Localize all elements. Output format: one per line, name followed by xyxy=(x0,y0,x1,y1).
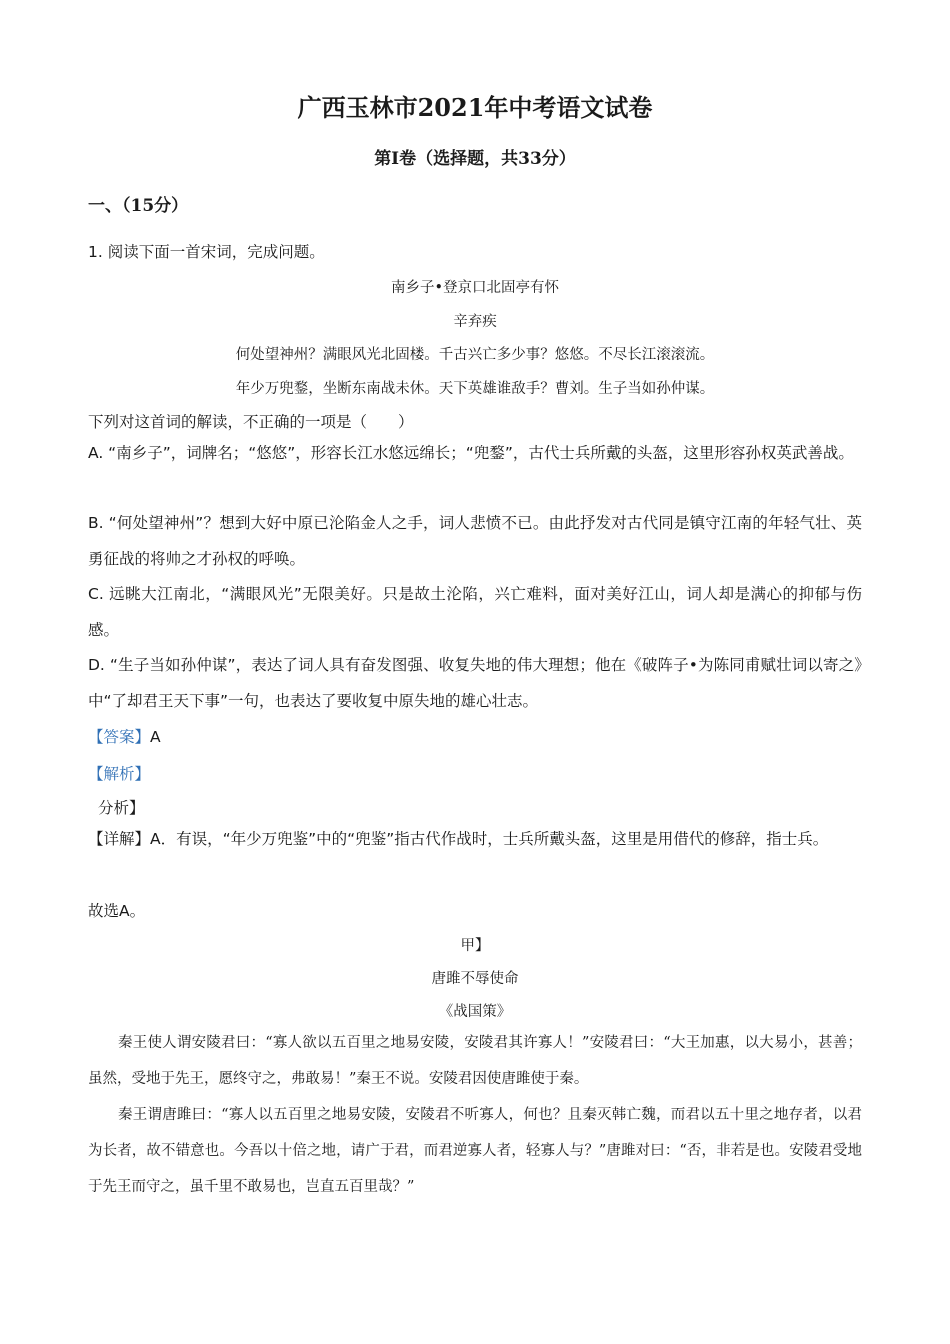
option-c: C. 远眺大江南北，“满眼风光”无限美好。只是故土沦陷，兴亡难料，面对美好江山，词人却是满心的抑郁与伤感。 xyxy=(88,585,862,639)
poem-line-2: 年少万兜鍪，坐断东南战未休。天下英雄谁敌手？曹刘。生子当如孙仲谋。 xyxy=(235,381,715,397)
option-d: D. “生子当如孙仲谋”，表达了词人具有奋发图强、收复失地的伟大理想；他在《破阵子•为陈同甫赋壮词以寄之》中“了却君王天下事”一句，也表达了要收复中原失地的雄心壮志。 xyxy=(88,656,862,710)
passage-source: 《战国策》 xyxy=(438,1004,512,1020)
passage-paragraph-2: 秦王谓唐雎曰：“寡人以五百里之地易安陵，安陵君不听寡人，何也？且秦灭韩亡魏，而君以五十里之地存者，以君为长者，故不错意也。今吾以十倍之地，请广于君，而君逆寡人者，轻寡人与？”唐雎对曰：“否，非若是也。安陵君受地于先王而守之，虽千里不敢易也，岂直五百里哉？” xyxy=(88,1107,862,1195)
detail-explanation: 【详解】A．有误，“年少万兜鉴”中的“兜鉴”指古代作战时，士兵所戴头盔，这里是用借代的修辞，指士兵。 xyxy=(88,830,829,848)
paper-subtitle: 第I卷（选择题，共33分） xyxy=(374,149,576,169)
section-heading: 一、（15分） xyxy=(88,196,189,216)
poem-line-1: 何处望神州？满眼风光北固楼。千古兴亡多少事？悠悠。不尽长江滚滚流。 xyxy=(235,347,715,363)
answer-tag: 【答案】 xyxy=(88,728,151,746)
analysis-sub: 分析】 xyxy=(98,799,145,817)
option-a: A. “南乡子”，词牌名；“悠悠”，形容长江水悠远绵长；“兜鍪”，古代士兵所戴的头盔，这里形容孙权英武善战。 xyxy=(88,444,854,462)
question-prompt: 1. 阅读下面一首宋词，完成问题。 xyxy=(88,243,325,261)
passage-marker: 甲】 xyxy=(460,938,490,954)
conclusion: 故选A。 xyxy=(88,902,146,920)
answer-value: A xyxy=(150,728,161,746)
exam-title: 广西玉林市2021年中考语文试卷 xyxy=(297,93,653,122)
answer-line xyxy=(88,725,161,747)
passage-title: 唐雎不辱使命 xyxy=(431,971,519,987)
analysis-tag: 【解析】 xyxy=(88,765,151,783)
option-b: B. “何处望神州”？想到大好中原已沦陷金人之手，词人悲愤不已。由此抒发对古代同是镇守江南的年轻气壮、英勇征战的将帅之才孙权的呼唤。 xyxy=(88,514,862,568)
poem-author: 辛弃疾 xyxy=(453,314,497,330)
passage-paragraph-1: 秦王使人谓安陵君曰：“寡人欲以五百里之地易安陵，安陵君其许寡人！”安陵君曰：“大王加惠，以大易小，甚善；虽然，受地于先王，愿终守之，弗敢易！”秦王不说。安陵君因使唐雎使于秦。 xyxy=(88,1035,862,1087)
poem-title: 南乡子•登京口北固亭有怀 xyxy=(390,280,560,296)
question-stem: 下列对这首词的解读，不正确的一项是（ ） xyxy=(88,413,414,431)
